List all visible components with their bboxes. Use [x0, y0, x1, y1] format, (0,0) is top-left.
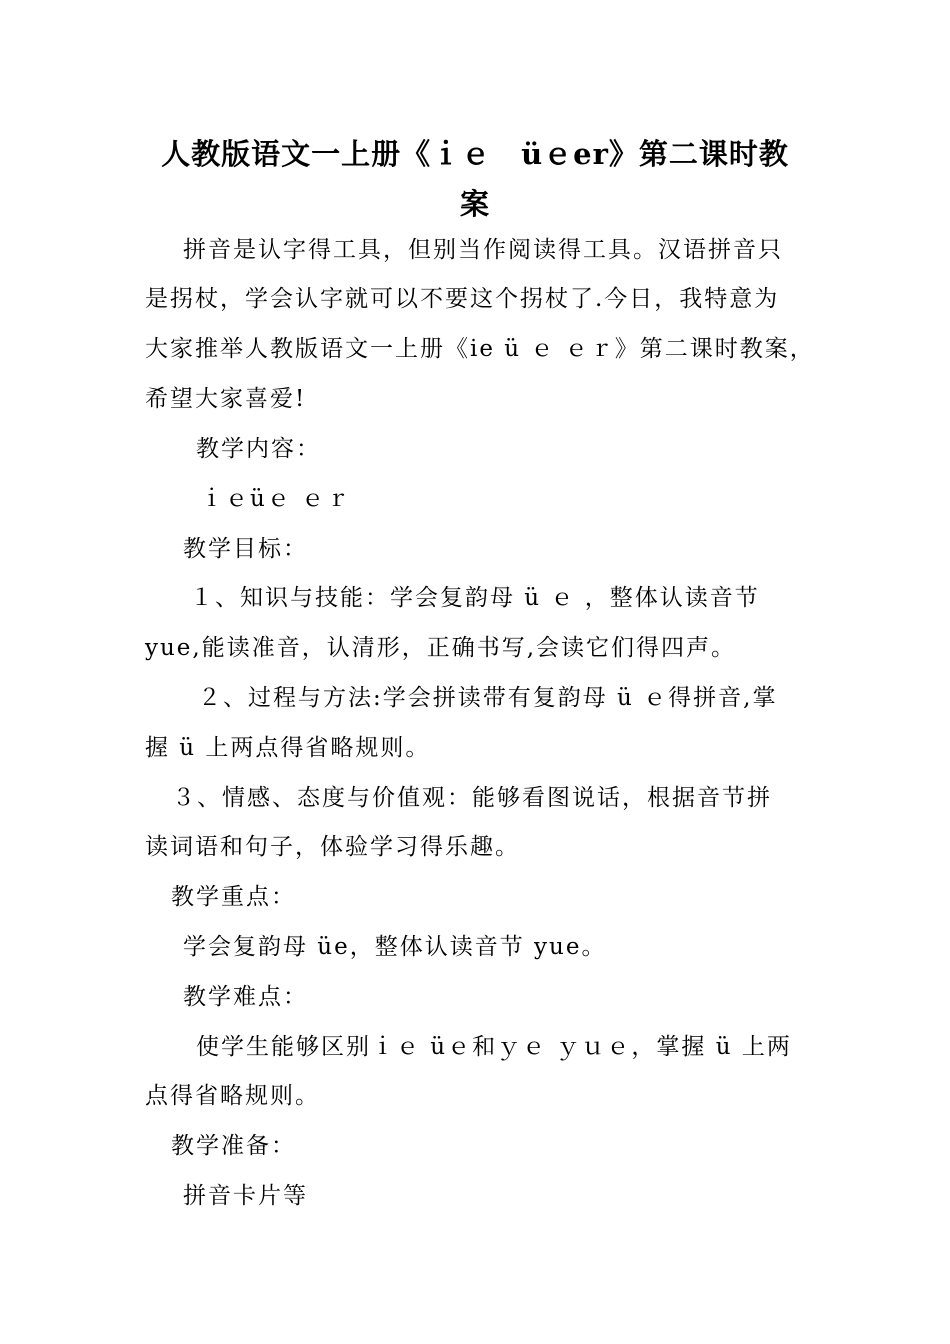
goal-3-line-2: 读词语和句子，体验学习得乐趣。: [145, 834, 520, 860]
difficulty-line-1: 使学生能够区别ｉｅ üｅ和ｙｅ ｙｕｅ，掌握 ü 上两: [196, 1034, 792, 1060]
content-text: ｉｅüｅ ｅｒ: [200, 486, 352, 512]
prep-heading: 教学准备：: [171, 1133, 296, 1159]
intro-line-3: 大家推举人教版语文一上册《ie ü ｅ ｅｒ》第二课时教案，: [145, 336, 815, 362]
goal-3-line-1: ３、情感、态度与价值观：能够看图说话，根据音节拼: [172, 785, 772, 811]
goal-2-line-1: ２、过程与方法:学会拼读带有复韵母 ü ｅ得拼音,掌: [198, 685, 778, 711]
document-title-line-2: 案: [459, 187, 490, 221]
document-title-line-1: 人教版语文一上册《ｉｅ üｅer》第二课时教: [161, 137, 789, 171]
difficulty-line-2: 点得省略规则。: [145, 1083, 320, 1109]
key-text: 学会复韵母 üe，整体认读音节 yue。: [183, 934, 607, 960]
content-heading: 教学内容：: [196, 436, 321, 462]
intro-line-2: 是拐杖，学会认字就可以不要这个拐杖了.今日，我特意为: [145, 286, 780, 312]
difficulty-heading: 教学难点：: [183, 984, 308, 1010]
goal-1-line-1: １、知识与技能：学会复韵母 ü ｅ ，整体认读音节: [190, 585, 760, 611]
goals-heading: 教学目标：: [183, 536, 308, 562]
prep-text: 拼音卡片等: [183, 1183, 308, 1209]
goal-2-line-2: 握 ü 上两点得省略规则。: [145, 735, 431, 761]
intro-line-4: 希望大家喜爱!: [145, 386, 307, 412]
goal-1-line-2: yue,能读准音，认清形，正确书写,会读它们得四声。: [145, 635, 737, 661]
intro-line-1: 拼音是认字得工具，但别当作阅读得工具。汉语拼音只: [183, 237, 783, 263]
key-heading: 教学重点：: [171, 884, 296, 910]
